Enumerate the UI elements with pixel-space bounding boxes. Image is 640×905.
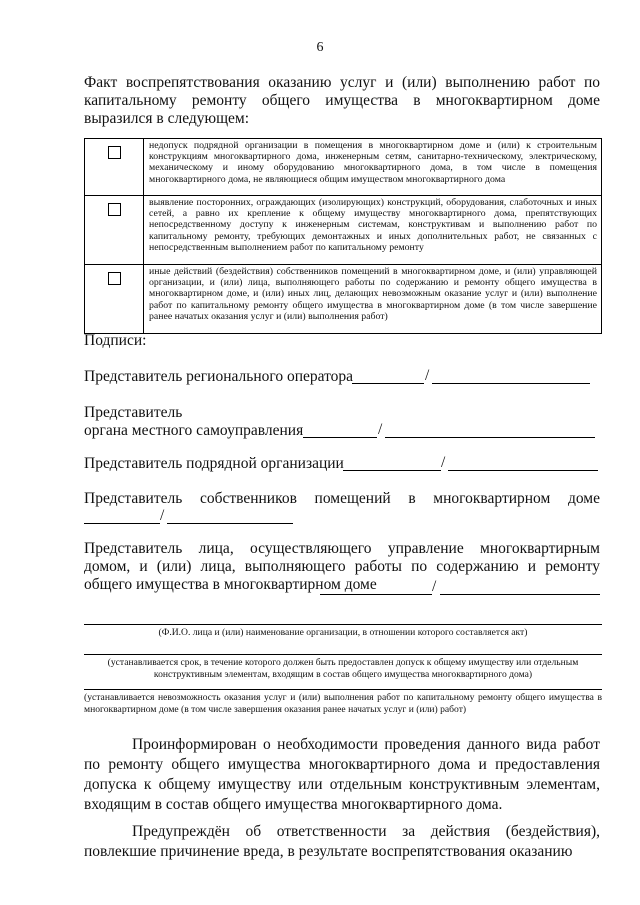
signature-line[interactable] xyxy=(303,437,377,438)
checkbox-option-2[interactable] xyxy=(108,203,121,216)
option-text: иные действий (бездействия) собственников помещений в многоквартирном доме, и (или) управляющей организации, и (или) лица, выполняющего работы по содержанию и ремонту общего имущества в многоквартирном доме, и (или) иных лиц, делающих невозможным оказание услуг и (или) выполнение работ по капитальному ремонту общего имущества в многоквартирном доме (в том числе завершение ранее начатых оказания услуг и (или) выполнения работ) xyxy=(144,265,602,334)
manager-label: Представитель лица, осуществляющего управление многоквартирным домом, и (или) лица, выполняющего работы по содержанию и ремонту общего имущества в многоквартирном доме xyxy=(84,540,600,593)
name-line[interactable] xyxy=(385,437,595,438)
impossibility-line[interactable] xyxy=(84,689,602,690)
warned-paragraph: Предупреждён об ответственности за действия (бездействия), повлекшие причинение вреда, в результате воспрепятствования оказанию xyxy=(84,823,600,860)
table-row xyxy=(85,265,602,334)
contractor-label: Представитель подрядной организации xyxy=(84,455,344,472)
signatures-heading: Подписи: xyxy=(84,332,147,349)
name-line[interactable] xyxy=(448,470,598,471)
deadline-caption: (устанавливается срок, в течение которого должен быть предоставлен допуск к общему имуществу или отдельным конструктивным элементам, входящим в состав общего имущества многоквартирного дома) xyxy=(107,657,579,680)
option-text: недопуск подрядной организации в помещения в многоквартирном доме и (или) к строительным конструкциям многоквартирного дома, инженерным сетям, санитарно-техническому, электрическому, механическому и иному оборудованию многоквартирного дома, в том числе в помещения многоквартирного дома, не являющиеся общим имуществом многоквартирного дома xyxy=(144,139,602,196)
checkbox-option-3[interactable] xyxy=(108,272,121,285)
options-table xyxy=(84,138,602,334)
regional-operator-label: Представитель регионального оператора xyxy=(84,368,354,385)
fio-line[interactable] xyxy=(84,624,602,625)
slash: / xyxy=(425,367,430,384)
checkbox-option-1[interactable] xyxy=(108,146,121,159)
page-number: 6 xyxy=(316,40,324,55)
signature-line[interactable] xyxy=(320,594,432,595)
name-line[interactable] xyxy=(440,594,600,595)
slash: / xyxy=(432,578,437,595)
slash: / xyxy=(160,507,165,524)
slash: / xyxy=(441,454,446,471)
checkbox-cell xyxy=(85,196,144,265)
intro-paragraph: Факт воспрепятствования оказанию услуг и (или) выполнению работ по капитальному ремонту общего имущества в многоквартирном доме выразился в следующем: xyxy=(84,74,600,127)
local-gov-label-1: Представитель xyxy=(84,404,183,421)
signature-line[interactable] xyxy=(352,383,424,384)
name-line[interactable] xyxy=(432,383,590,384)
fio-caption: (Ф.И.О. лица и (или) наименование организации, в отношении которого составляется акт) xyxy=(158,627,528,638)
signature-line[interactable] xyxy=(84,523,160,524)
impossibility-caption: (устанавливается невозможность оказания услуг и (или) выполнения работ по капитальному ремонту общего имущества в многоквартирном доме (в том числе завершения оказания ранее начатых услуг и (или) работ) xyxy=(84,692,602,715)
slash: / xyxy=(378,421,383,438)
option-text: выявление посторонних, ограждающих (изолирующих) конструкций, оборудования, слаботочных и иных сетей, а равно их крепление к общему имуществу многоквартирного дома, препятствующих непосредственному доступу к инженерным системам, конструктивам и выполнению работ по капитальному ремонту, требующих демонтажных и иных дополнительных работ, не связанных с непосредственным выполнением работ по капитальному ремонту xyxy=(144,196,602,265)
deadline-line[interactable] xyxy=(84,654,602,655)
table-row xyxy=(85,139,602,196)
local-gov-label-2: органа местного самоуправления xyxy=(84,422,304,439)
informed-paragraph: Проинформирован о необходимости проведения данного вида работ по ремонту общего имущества многоквартирного дома и предоставления допуска к общему имуществу или отдельным конструктивным элементам, входящим в состав общего имущества многоквартирного дома. xyxy=(84,736,600,813)
checkbox-cell xyxy=(85,265,144,334)
checkbox-cell xyxy=(85,139,144,196)
owners-label: Представитель собственников помещений в многоквартирном доме xyxy=(84,490,600,507)
signature-line[interactable] xyxy=(343,470,441,471)
table-row xyxy=(85,196,602,265)
name-line[interactable] xyxy=(167,523,293,524)
